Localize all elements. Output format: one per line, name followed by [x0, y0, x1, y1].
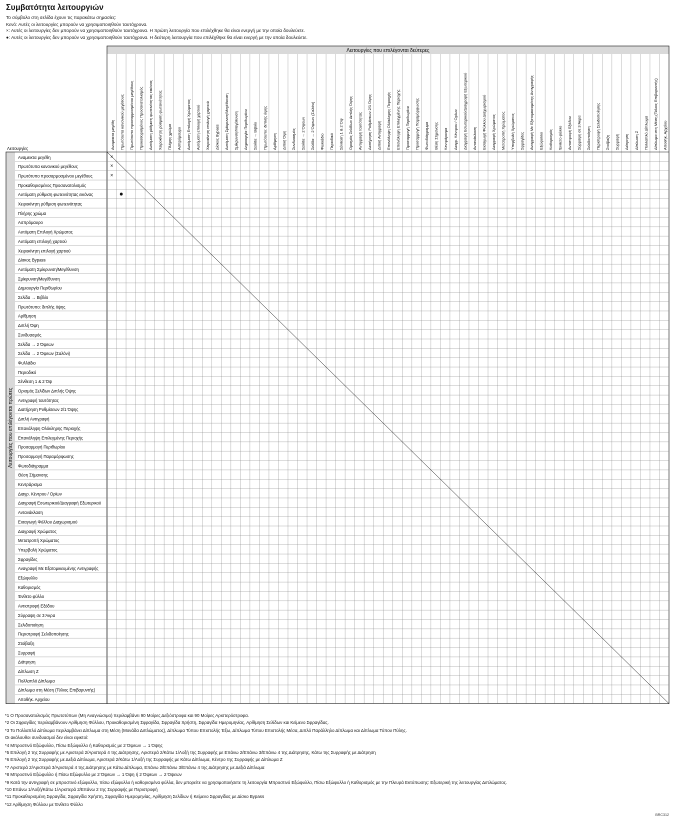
column-header: Πρωτότυπα κανονικού μεγέθους	[119, 94, 125, 150]
footnote: *11 Προκαθορισμένη Σφραγίδα, Σφραγίδα Χρήστη, Σφραγίδα Ημερομηνίας, Αρίθμηση Σελίδων ή Κείμενο Σφραγίδας με Δίσκο Bypass	[5, 794, 265, 800]
corner-label: Λειτουργίες	[7, 146, 29, 151]
footnote: *5 Επιλογή 2 της Συρραφής με Αριστερά 2/Αριστερά 4 της Διάτρησης, Αριστερά 2/Κάτω 1/Λοξή της Συρραφής με Επάνω 2/Επάνω 3/Επάνω 4 της Διάτρησης, Κάτω της Συρραφής με Διάτρηση	[5, 750, 376, 756]
column-header: Προσαρμογή Περιθωρίου	[405, 106, 411, 150]
column-header: Δίπλωση Ζ	[633, 130, 639, 150]
footnote: *6 Επιλογή 2 της Συρραφής με Δεξιά Δίπλωμα, Αριστερά 2/Κάτω 1/Λοξή της Συρραφής με Κάτω Δίπλωμα, Κέντρο της Συρραφής με Δίπλωμα Z	[5, 757, 283, 763]
column-header: Αντιγραφή ταυτότητας	[357, 112, 363, 150]
column-header: Επανάληψη Ολόκληρης Περιοχής	[386, 91, 392, 150]
column-header: Στοίβαξη	[605, 134, 611, 150]
row-header: Διαγραφή Χρώματος	[18, 528, 57, 534]
row-header: Επανάληψη Επιλεγμένης Περιοχής	[18, 435, 83, 441]
row-header: Εξώφυλλο	[18, 575, 38, 581]
row-header: Φυλλάδιο	[18, 360, 36, 366]
row-header: Συρραφή	[18, 650, 36, 656]
column-header: Διαγρ. Κέντρου / Ορίων	[452, 109, 458, 150]
row-header: Σελίδα → 2 Όψεων	[18, 341, 54, 347]
row-header: Αποθήκ. Αρχείου	[18, 697, 50, 703]
column-header: Δίσκος Bypass	[214, 124, 220, 150]
row-header: Σελίδα → Βιβλίο	[18, 295, 49, 300]
column-header: Αντιστροφή Εξόδου	[567, 116, 573, 150]
row-header: Σένθεση 1 & 2 Όψ	[18, 379, 52, 385]
footnotes	[5, 712, 670, 808]
footnote: *4 Μπροστινό Εξώφυλλο, Πίσω Εξώφυλλο ή Καθορισμός με 2 Όψεων → 1 Όψης	[5, 742, 163, 748]
column-header: Εξώφυλλο	[538, 131, 544, 150]
column-header: Αυτόματη Σμίκρυνση/Μεγέθυνση	[224, 93, 230, 150]
row-header: Σύρραψη σε 3 Άκρα	[18, 612, 56, 618]
column-header: Θέση Σήμανσης	[433, 122, 439, 150]
row-header: Διάτρηση	[18, 659, 36, 665]
row-header: Πλήρης χρώμα	[18, 210, 47, 216]
row-header: Αυτόματη Σμίκρυνση/Μεγέθυνση	[18, 266, 79, 272]
row-header: Σελίδα → 2 Όψεων (Σαλόνι)	[18, 351, 71, 357]
column-header: Συνδυασμός	[290, 128, 296, 150]
column-header: Ένθετο φύλλο	[557, 125, 563, 150]
column-header: Διπλή Αντιγραφή	[376, 120, 382, 150]
column-header: Σύρραψη σε 3 Άκρα	[576, 115, 582, 150]
column-header: Διαγραφή Χρώματος	[490, 114, 496, 150]
row-header: Διπλή Όψη	[18, 323, 39, 329]
row-header: Φωτοδιάγραμμα	[18, 463, 49, 469]
row-header: Προσαρμογή Περιθωρίου	[18, 444, 66, 450]
column-header: Περιστροφή Σελιδοποίησης	[595, 102, 601, 150]
row-header: Ασπρόμαυρο	[18, 220, 43, 226]
row-header: Ένθετο φύλλο	[18, 594, 45, 600]
footnote: *2 Οι Σφραγίδες περιλαμβάνουν Αρίθμηση Φύλλου, Προκαθορισμένη Σφραγίδα, Σφραγίδα Χρήστη, Σφραγίδα Ημερομηνίας, Αρίθμηση Σελίδων και Κείμενο Σφραγίδας.	[5, 720, 329, 726]
column-header: Πρωτότυπο: διπλής όψης	[262, 105, 268, 150]
mark-dot	[120, 193, 123, 196]
column-header: Σελιδοποίηση	[586, 126, 592, 150]
column-header: Χειροκίνητη επιλογή χαρτιού	[205, 101, 211, 150]
row-header: Αυτόματη ρύθμιση φωτεινότητας εικόνας	[18, 192, 94, 198]
row-header: Διατήρηση Ρυθμίσεων 2/1 Όψης	[18, 407, 79, 413]
column-header: Χειροκίνητη ρύθμιση φωτεινότητας	[157, 90, 163, 150]
row-header: Συνδυασμός	[18, 332, 42, 338]
row-header: Πρωτότυπα κανονικού μεγέθους	[18, 164, 78, 170]
page-title: Συμβατότητα λειτουργιών	[6, 3, 104, 12]
footnote: *3 Το Πολλαπλό Δίπλωμα περιλαμβάνει Δίπλωμα στη Μέση (Μονάδα Διπλώματος), Δίπλωμα Τύπου Επιστολής Έξω, Δίπλωμα Τύπου Επιστολής Μέσα, Διπλό Παράλληλο Δίπλωμα και Δίπλωμα Τύπου Πύλης.	[5, 727, 407, 733]
row-header: Σελιδοποίηση	[18, 622, 44, 628]
column-header: Περιοδικό	[328, 133, 334, 150]
column-header: Διατήρηση Ρυθμίσεων 2/1 Όψης	[367, 94, 373, 150]
row-header: Δίπλωμα στη Μέση (Τύλιος Επιβαρυντής)	[18, 687, 96, 693]
row-header: Δημιουργία Περιθωρίου	[18, 285, 62, 291]
column-header: Σελίδα → 2 Όψεων	[300, 116, 306, 150]
column-header: Αναγραφή Με Εξατομικευμένης Αντιγραφής	[528, 75, 534, 150]
row-header: Αυτόματη Επιλογή Χρώματος	[18, 229, 73, 235]
side-header-label: Λειτουργίες που επιλέγονται πρώτες	[8, 387, 14, 468]
row-header: Πρωτότυπο: διπλής όψης	[18, 304, 66, 310]
footnote: *8 Μπροστινό Εξώφυλλο ή Πίσω Εξώφυλλο με 2 Όψεων → 1 Όψη ή 2 Όψεων → 2 Όψεων	[5, 772, 182, 778]
footnote: *9 Κατά την αντιγραφή σε μπροστινό εξώφυλλο, πίσω εξώφυλλο ή καθορισμένα φύλλα, δεν μπορείτε να χρησιμοποιήσετε τη λειτουργία Μπροστινό Εξώφυλλο, Πίσω Εξώφυλλο ή Καθορισμός με την Πλευρά Εκτύπωσης: Εξωτερική της λειτουργίας Διπλώματος.	[5, 779, 508, 785]
column-header: Συρραφή	[614, 134, 620, 150]
column-header: Προσαρμογή Παραμόρφωσης	[414, 98, 420, 150]
column-header: Ορισμός Σελίδων Διπλής Όψης	[347, 96, 353, 150]
footnote: *10 Επάνω 1/Λοξή/Κάτω 1/Αριστερά 2/Επάνω 2 της Συρραφής με Περιστροφή	[5, 787, 158, 793]
top-header-label: Λειτουργίες που επιλέγονται δεύτερες	[346, 48, 430, 54]
column-header: Διάτρηση	[624, 133, 630, 150]
row-header: Διπλή Αντιγραφή	[18, 416, 50, 422]
row-header: Αντανάκλαση	[18, 510, 43, 516]
column-header: Φωτοδιάγραμμα	[424, 121, 430, 150]
column-header: Δίπλωμα στη Μέση (Τύλιος Επιβαρυντής)	[652, 78, 658, 150]
row-header: Αυτόματη επιλογή χαρτιού	[18, 238, 67, 244]
row-header: Εισαγωγή Φύλλου Διαχωρισμού	[18, 519, 78, 525]
row-header: Περιοδικό	[18, 369, 37, 375]
row-header: Κεντράρισμα	[18, 482, 42, 487]
row-header: Χειροκίνητη επιλογή χαρτιού	[18, 248, 71, 254]
column-header: Σελίδα → 2 Όψεων (Σαλόνι)	[309, 101, 315, 150]
row-header: Δίπλωση Ζ	[18, 669, 39, 674]
column-header: Σμίκρυνση/Μεγέθυνση	[233, 111, 239, 150]
column-header: Υπερβολή Χρώματος	[509, 113, 515, 150]
legend-line: Το σύμβολο στη σελίδα έχουν τις παρακάτω σημασίες:	[6, 15, 117, 20]
row-header: Σφραγίδες	[18, 556, 38, 562]
column-header: Δημιουργία Περιθωρίου	[243, 109, 249, 150]
mark-x: ×	[110, 173, 114, 180]
column-header: Διπλή Όψη	[281, 130, 287, 150]
column-header: Αντανάκλαση	[471, 126, 477, 150]
row-header: Σμίκρυνση/Μεγέθυνση	[18, 276, 60, 282]
column-header: Εισαγωγή Φύλλου Διαχωρισμού	[481, 94, 487, 150]
row-header: Διαγρ. Κέντρου / Ορίων	[18, 491, 62, 497]
row-header: Προκαθορισμένος Προσανατολισμός	[18, 182, 87, 188]
row-header: Πρωτότυπο προσαρμοσμένου μεγέθους	[18, 173, 93, 179]
mark-x: ×	[110, 154, 114, 161]
row-header: Επανάληψη Ολόκληρης Περιοχής	[18, 425, 81, 431]
column-header: Αυτόματη ρύθμιση φωτεινότητας εικόνας	[147, 80, 153, 150]
column-header: Σελίδα → Βιβλίο	[252, 121, 258, 150]
row-header: Περιστροφή Σελιδοποίησης	[18, 631, 69, 637]
row-header: Δίσκος Bypass	[18, 257, 46, 263]
column-header: Αυτόματη Επιλογή Χρώματος	[186, 99, 192, 150]
column-header: Επανάληψη Επιλεγμένης Περιοχής	[395, 89, 401, 150]
column-header: Πολλαπλό Δίπλωμα	[643, 115, 649, 150]
row-header: Υπερβολή Χρώματος	[18, 547, 58, 553]
legend-line: ×: Αυτές οι λειτουργίες δεν μπορούν να χρησιμοποιηθούν ταυτόχρονα. Η πρώτη λειτουργία που επιλέχθηκε θα είναι ενεργή με την οποία δουλεύετε.	[6, 28, 306, 34]
row-header: Χειροκίνητη ρύθμιση φωτεινότητας	[18, 201, 83, 207]
self-diagonal	[107, 152, 669, 704]
column-header: Πλήρης χρώμα	[167, 123, 173, 150]
row-header: Διαγραφή Εσωτερικού/Διαγραφή Εξωτερικού	[18, 500, 102, 506]
footnote: *12 Αρίθμηση Φύλλου με Ένθετο Φύλλο	[5, 801, 83, 807]
row-header: Ορισμός Σελίδων Διπλής Όψης	[18, 388, 76, 394]
column-header: Ασπρόμαυρο	[176, 126, 182, 150]
column-header: Αρίθμηση	[271, 133, 277, 150]
column-header: Αποθήκ. Αρχείου	[662, 120, 668, 150]
column-header: Αναμεικτα μεγέθη	[109, 119, 115, 150]
row-header: Αναγραφή Με Εξατομικευμένης Αντιγραφής	[18, 566, 99, 572]
row-header: Πολλαπλό Δίπλωμα	[18, 678, 55, 684]
row-header: Στοίβαξη	[18, 640, 35, 646]
legend-line: Κενό: Αυτές οι λειτουργίες μπορούν να χρησιμοποιηθούν ταυτόχρονα.	[6, 21, 148, 27]
row-header: Αντιστροφή Εξόδου	[18, 603, 55, 609]
column-header: Καθορισμός	[548, 129, 554, 150]
column-header: Κεντράρισμα	[443, 127, 449, 150]
row-header: Μετατροπή Χρώματος	[18, 538, 60, 544]
row-header: Καθορισμός	[18, 584, 41, 590]
footnote: *7 Αριστερά 2/Αριστερά 3/Αριστερά 4 της Διάτρησης με Κάτω Δίπλωμα, Επάνω 2/Επάνω 3/Επάνω 4 της Διάτρησης με Δεξιά Δίπλωμα	[5, 764, 265, 770]
column-header: Αυτόματη επιλογή χαρτιού	[195, 104, 201, 150]
row-header: Αρίθμηση	[18, 313, 37, 319]
column-header: Σφραγίδες	[519, 132, 525, 150]
column-header: Φυλλάδιο	[319, 133, 325, 150]
row-header: Αναμεικτα μεγέθη	[18, 154, 51, 160]
column-header: Μετατροπή Χρώματος	[500, 111, 506, 150]
footnote: *1 Ο Προσανατολισμός Πρωτοτύπων (Μη Αναγνώσιμο) περιλαμβάνει 90 Μοίρες Δεξιόστροφα και 90 Μοίρες Αριστερόστροφα.	[5, 713, 250, 718]
column-header: Διαγραφή Εσωτερικού/Διαγραφή Εξωτερικού	[462, 72, 468, 150]
mark-x: ×	[110, 163, 114, 170]
document-code: BRC312	[655, 813, 669, 817]
row-header: Προσαρμογή Παραμόρφωσης	[18, 453, 74, 459]
row-header: Αντιγραφή ταυτότητας	[18, 397, 59, 403]
column-header: Προκαθορισμένος Προσανατολισμός	[138, 86, 144, 150]
row-header: Θέση Σήμανσης	[18, 472, 48, 478]
column-header: Σένθεση 1 & 2 Όψ	[338, 118, 344, 150]
column-header: Πρωτότυπο προσαρμοσμένου μεγέθους	[128, 80, 134, 150]
footnote: Οι ακόλουθοι συνδυασμοί δεν είναι εφικτοί:	[5, 735, 89, 741]
legend-line: ●: Αυτές οι λειτουργίες δεν μπορούν να χρησιμοποιηθούν ταυτόχρονα. Η δεύτερη λειτουργία που επιλέχθηκε θα είναι ενεργή με την οποία δουλεύετε.	[6, 34, 308, 40]
